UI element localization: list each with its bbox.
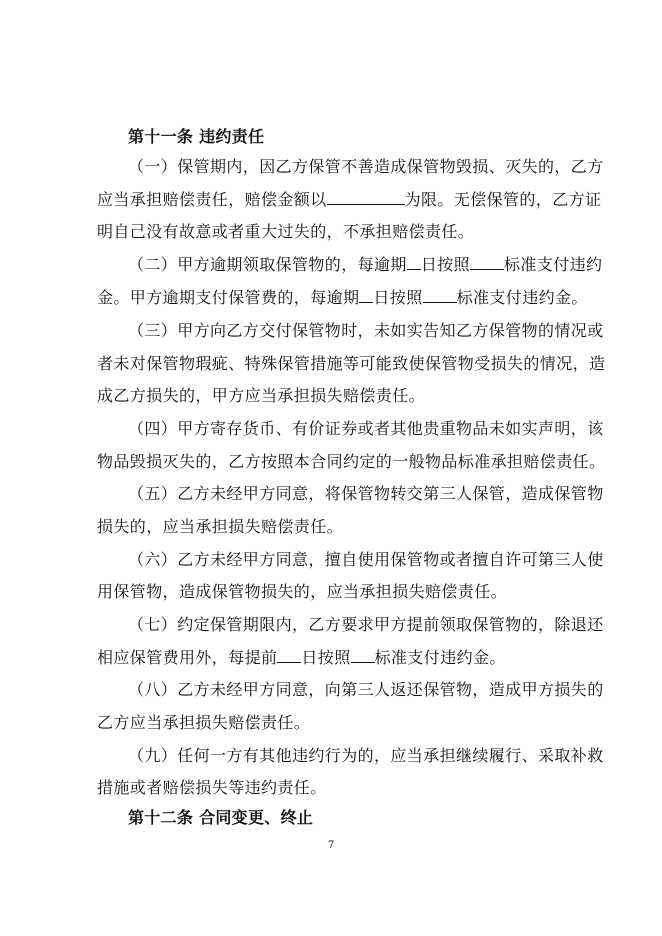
paragraph-3-line-1: （三）甲方向乙方交付保管物时，未如实告知乙方保管物的情况或: [128, 321, 604, 340]
paragraph-1-line-3: 明自己没有故意或者重大过失的，不承担赔偿责任。: [97, 222, 475, 241]
paragraph-2-line-2-part-c: 标准支付违约金。: [456, 288, 588, 307]
paragraph-7-line-1: （七）约定保管期限内，乙方要求甲方提前领取保管物的，除退还: [128, 615, 604, 634]
paragraph-9-line-2: 措施或者赔偿损失等违约责任。: [97, 778, 327, 797]
paragraph-6-line-2: 用保管物，造成保管物损失的，应当承担损失赔偿责任。: [97, 582, 508, 601]
paragraph-9-line-1: （九）任何一方有其他违约行为的，应当承担继续履行、采取补救: [128, 746, 604, 765]
paragraph-7-line-2: [97, 648, 506, 668]
paragraph-4-line-1: （四）甲方寄存货币、有价证券或者其他贵重物品未如实声明，该: [128, 419, 604, 438]
paragraph-5-line-2: 损失的，应当承担损失赔偿责任。: [97, 517, 344, 536]
blank-standard: [423, 288, 457, 303]
paragraph-8-line-1: （八）乙方未经甲方同意，向第三人返还保管物，造成甲方损失的: [128, 680, 604, 699]
paragraph-2-line-1-part-b: 日按照: [420, 255, 471, 274]
paragraph-7-line-2-part-b: 日按照: [301, 648, 351, 667]
paragraph-7-line-2-part-a: 相应保管费用外，每提前: [97, 648, 278, 667]
paragraph-8-line-2: 乙方应当承担损失赔偿责任。: [97, 713, 311, 732]
blank-amount: [327, 190, 405, 205]
section-heading-11: 第十一条 违约责任: [128, 127, 265, 146]
paragraph-3-line-2: 者未对保管物瑕疵、特殊保管措施等可能致使保管物受损失的情况，造: [97, 354, 606, 373]
blank-standard: [351, 648, 375, 663]
paragraph-2-line-2-part-b: 日按照: [373, 288, 423, 307]
blank-days: [359, 288, 373, 303]
paragraph-1-line-2-part-a: 应当承担赔偿责任，赔偿金额以: [97, 190, 327, 209]
paragraph-3-line-3: 成乙方损失的，甲方应当承担损失赔偿责任。: [97, 386, 426, 405]
paragraph-4-line-2: 物品毁损灭失的，乙方按照本合同约定的一般物品标准承担赔偿责任。: [97, 452, 606, 471]
page-number: 7: [327, 840, 335, 851]
paragraph-2-line-1: [128, 255, 602, 275]
paragraph-7-line-2-part-c: 标准支付违约金。: [374, 648, 506, 667]
blank-standard: [470, 255, 504, 270]
paragraph-2-line-1-part-a: （二）甲方逾期领取保管物的，每逾期: [128, 255, 407, 274]
paragraph-2-line-1-part-c: 标准支付违约: [504, 255, 603, 274]
paragraph-6-line-1: （六）乙方未经甲方同意，擅自使用保管物或者擅自许可第三人使: [128, 550, 604, 569]
paragraph-1-line-2-part-b: 为限。无偿保管的，乙方证: [404, 190, 602, 209]
paragraph-1-line-2: [97, 190, 601, 210]
blank-days: [277, 648, 301, 663]
paragraph-1-line-1: （一）保管期内，因乙方保管不善造成保管物毁损、灭失的，乙方: [128, 157, 604, 176]
blank-days: [407, 255, 421, 270]
paragraph-2-line-2-part-a: 金。甲方逾期支付保管费的，每逾期: [97, 288, 360, 307]
paragraph-2-line-2: [97, 288, 588, 308]
section-heading-12: 第十二条 合同变更、终止: [128, 808, 314, 827]
paragraph-5-line-1: （五）乙方未经甲方同意，将保管物转交第三人保管，造成保管物: [128, 484, 604, 503]
